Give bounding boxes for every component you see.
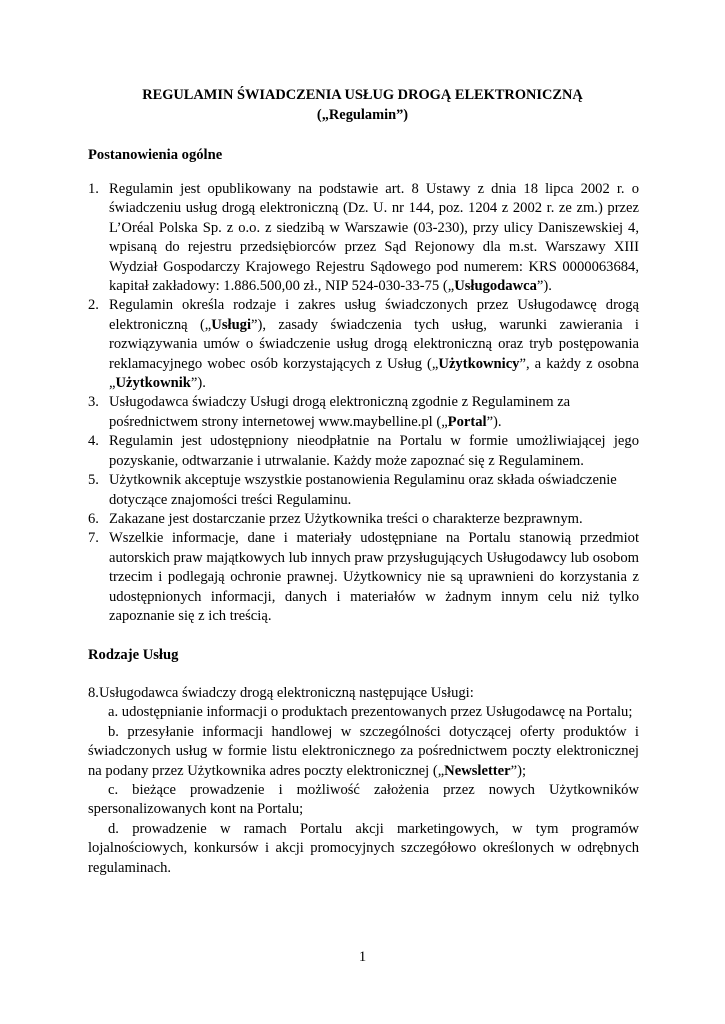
general-provisions-list [88,180,639,626]
service-item-b: b. przesyłanie informacji handlowej w szczególności dotyczącej oferty produktów i świadczonych usług w formie listu elektronicznego za pośrednictwem poczty elektronicznej na podany przez Użytkownika adres poczty elektronicznej („Newsletter”); [88,723,639,779]
list-item: 7. Wszelkie informacje, dane i materiały udostępniane na Portalu stanowią przedmiot autorskich praw majątkowych lub innych praw przysługujących Usługodawcy lub osobom trzecim i podlegają ochronie prawnej. Użytkownicy nie są uprawnieni do korzystania z udostępnionych informacji, danych i materiałów w żadnym innym celu niż tylko zapoznanie się z ich treścią. [88,530,639,624]
section-heading-general: Postanowienia ogólne [88,147,223,163]
page-number: 1 [358,949,367,965]
list-item: 2. Regulamin określa rodzaje i zakres usług świadczonych przez Usługodawcę drogą elektroniczną („Usługi”), zasady świadczenia tych usług, warunki zawierania i rozwiązywania umów o świadczenie usług drogą elektroniczną oraz tryb postępowania reklamacyjnego wobec osób korzystających z Usług („Użytkownicy”, a każdy z osobna „Użytkownik”). [88,297,639,392]
list-item: 3. Usługodawca świadczy Usługi drogą elektroniczną zgodnie z Regulaminem za pośrednictwem strony internetowej www.maybelline.pl („Portal”). [88,394,571,430]
document-title: REGULAMIN ŚWIADCZENIA USŁUG DROGĄ ELEKTRONICZNĄ [142,87,583,103]
list-item: 4. Regulamin jest udostępniony nieodpłatnie na Portalu w formie umożliwiającej jego pozyskanie, odtwarzanie i utrwalanie. Każdy może zapoznać się z Regulaminem. [88,433,639,469]
service-item-c: c. bieżące prowadzenie i możliwość założenia przez nowych Użytkowników spersonalizowanych kont na Portalu; [88,782,639,818]
document-subtitle: („Regulamin”) [316,107,409,123]
services-intro: 8.Usługodawca świadczy drogą elektroniczną następujące Usługi: [88,685,474,701]
list-item: 6. Zakazane jest dostarczanie przez Użytkownika treści o charakterze bezprawnym. [88,510,583,527]
service-item-a: a. udostępnianie informacji o produktach prezentowanych przez Usługodawcę na Portalu; [108,704,633,721]
service-item-d: d. prowadzenie w ramach Portalu akcji marketingowych, w tym programów lojalnościowych, konkursów i akcji promocyjnych szczegółowo określonych w odrębnych regulaminach. [88,820,639,876]
list-item: 5. Użytkownik akceptuje wszystkie postanowienia Regulaminu oraz składa oświadczenie dotyczące znajomości treści Regulaminu. [88,472,617,508]
section-heading-services: Rodzaje Usług [88,647,179,663]
list-item: 1. Regulamin jest opublikowany na podstawie art. 8 Ustawy z dnia 18 lipca 2002 r. o świadczeniu usług drogą elektroniczną (Dz. U. nr 144, poz. 1204 z 2002 r. ze zm.) przez L’Oréal Polska Sp. z o.o. z siedzibą w Warszawie (03-230), przy ulicy Daniszewskiej 4, wpisaną do rejestru przedsiębiorców przez Sąd Rejonowy dla m.st. Warszawy XIII Wydział Gospodarczy Krajowego Rejestru Sądowego pod numerem: KRS 0000063684, kapitał zakładowy: 1.886.500,00 zł., NIP 524-030-33-75 („Usługodawca”). [88,181,639,295]
services-section [88,684,639,878]
